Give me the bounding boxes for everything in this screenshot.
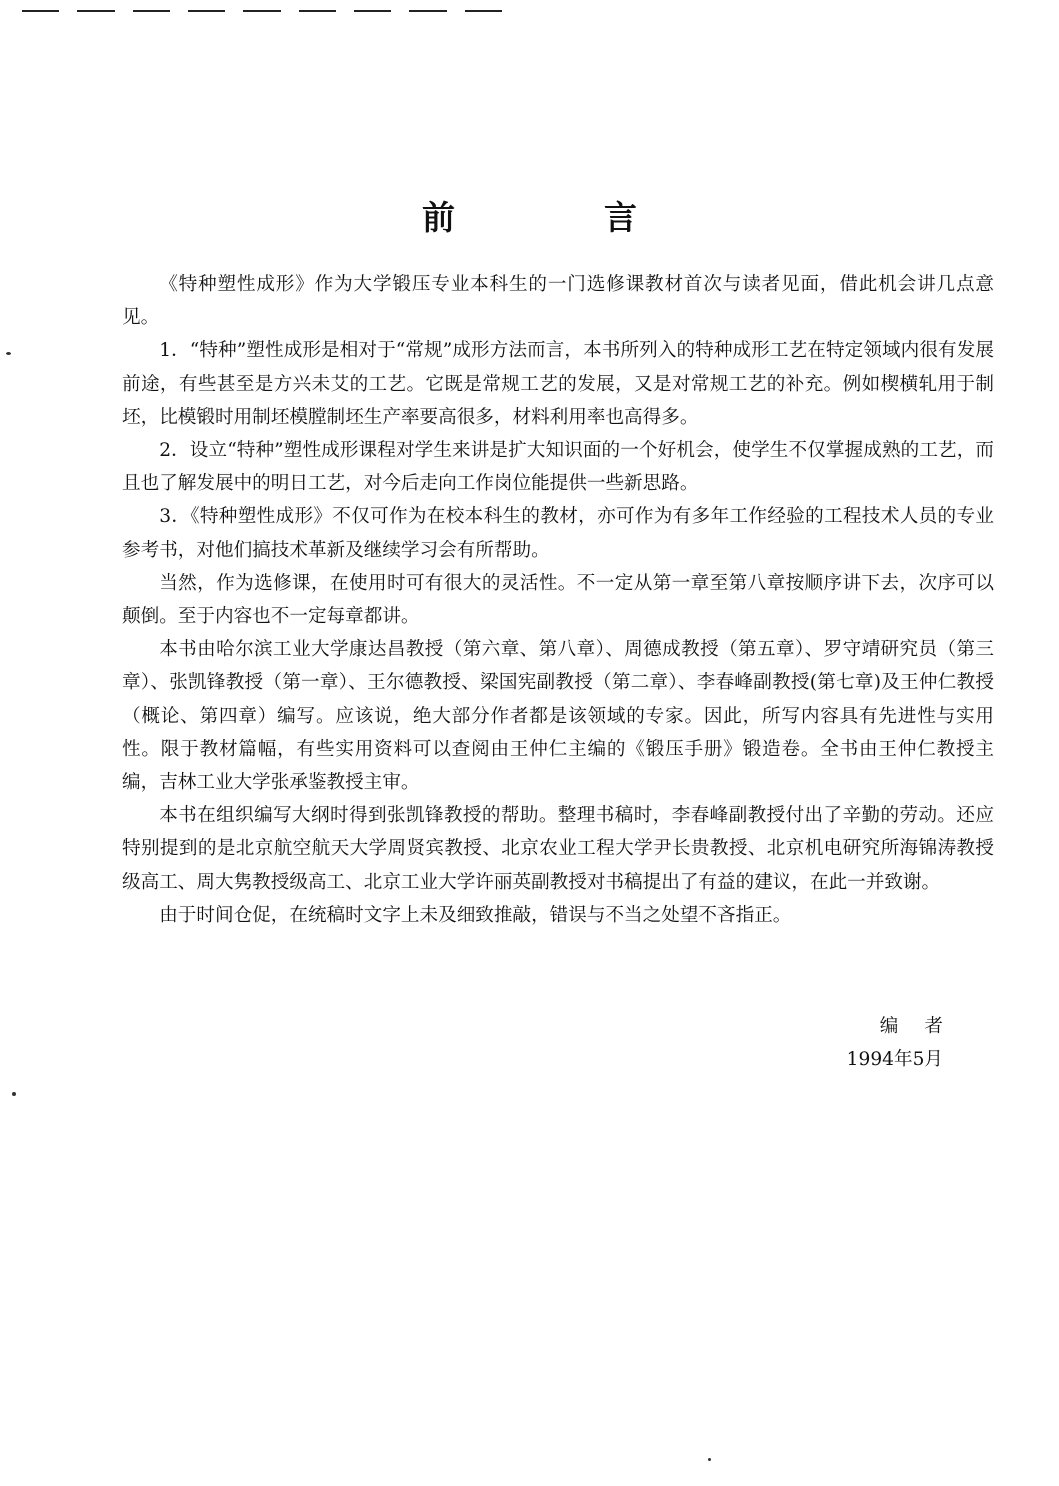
paragraph-intro: 《特种塑性成形》作为大学锻压专业本科生的一门选修课教材首次与读者见面，借此机会讲几点意见。 xyxy=(122,274,994,329)
paragraph-point-3: 3．《特种塑性成形》不仅可作为在校本科生的教材，亦可作为有多年工作经验的工程技术人员的专业参考书，对他们搞技术革新及继续学习会有所帮助。 xyxy=(122,506,994,561)
scan-speck xyxy=(708,1458,711,1461)
scan-speck xyxy=(6,352,11,355)
paragraph-flexibility: 当然，作为选修课，在使用时可有很大的灵活性。不一定从第一章至第八章按顺序讲下去，次序可以颠倒。至于内容也不一定每章都讲。 xyxy=(122,572,994,628)
scan-speck xyxy=(12,1092,16,1096)
signature-date: 1994年5月 xyxy=(846,1049,943,1070)
paragraph-point-1: 1．“特种”塑性成形是相对于“常规”成形方法而言，本书所列入的特种成形工艺在特定领域内很有发展前途，有些甚至是方兴未艾的工艺。它既是常规工艺的发展，又是对常规工艺的补充。例如楔横轧用于制坯，比模锻时用制坯模膛制坯生产率要高很多，材料利用率也高得多。 xyxy=(122,340,994,428)
paragraph-acknowledgements: 本书在组织编写大纲时得到张凯锋教授的帮助。整理书稿时，李春峰副教授付出了辛勤的劳动。还应特别提到的是北京航空航天大学周贤宾教授、北京农业工程大学尹长贵教授、北京机电研究所海锦涛教授级高工、周大隽教授级高工、北京工业大学许丽英副教授对书稿提出了有益的建议，在此一并致谢。 xyxy=(122,805,994,893)
top-dashed-rule xyxy=(22,10,502,12)
page-title: 前 言 xyxy=(422,198,695,237)
signature-author: 编者 xyxy=(879,1016,969,1037)
paragraph-authors: 本书由哈尔滨工业大学康达昌教授（第六章、第八章）、周德成教授（第五章）、罗守靖研究员（第三章）、张凯锋教授（第一章）、王尔德教授、梁国宪副教授（第二章）、李春峰副教授(第七章)及王仲仁教授（概论、第四章）编写。应该说，绝大部分作者都是该领域的专家。因此，所写内容具有先进性与实用性。限于教材篇幅，有些实用资料可以查阅由王仲仁主编的《锻压手册》锻造卷。全书由王仲仁教授主编，吉林工业大学张承鉴教授主审。 xyxy=(122,639,994,794)
signature-block xyxy=(846,1010,969,1076)
paragraph-point-2: 2．设立“特种”塑性成形课程对学生来讲是扩大知识面的一个好机会，使学生不仅掌握成熟的工艺，而且也了解发展中的明日工艺，对今后走向工作岗位能提供一些新思路。 xyxy=(122,440,994,495)
paragraph-apology: 由于时间仓促，在统稿时文字上未及细致推敲，错误与不当之处望不吝指正。 xyxy=(159,904,792,926)
preface-body xyxy=(122,268,994,932)
